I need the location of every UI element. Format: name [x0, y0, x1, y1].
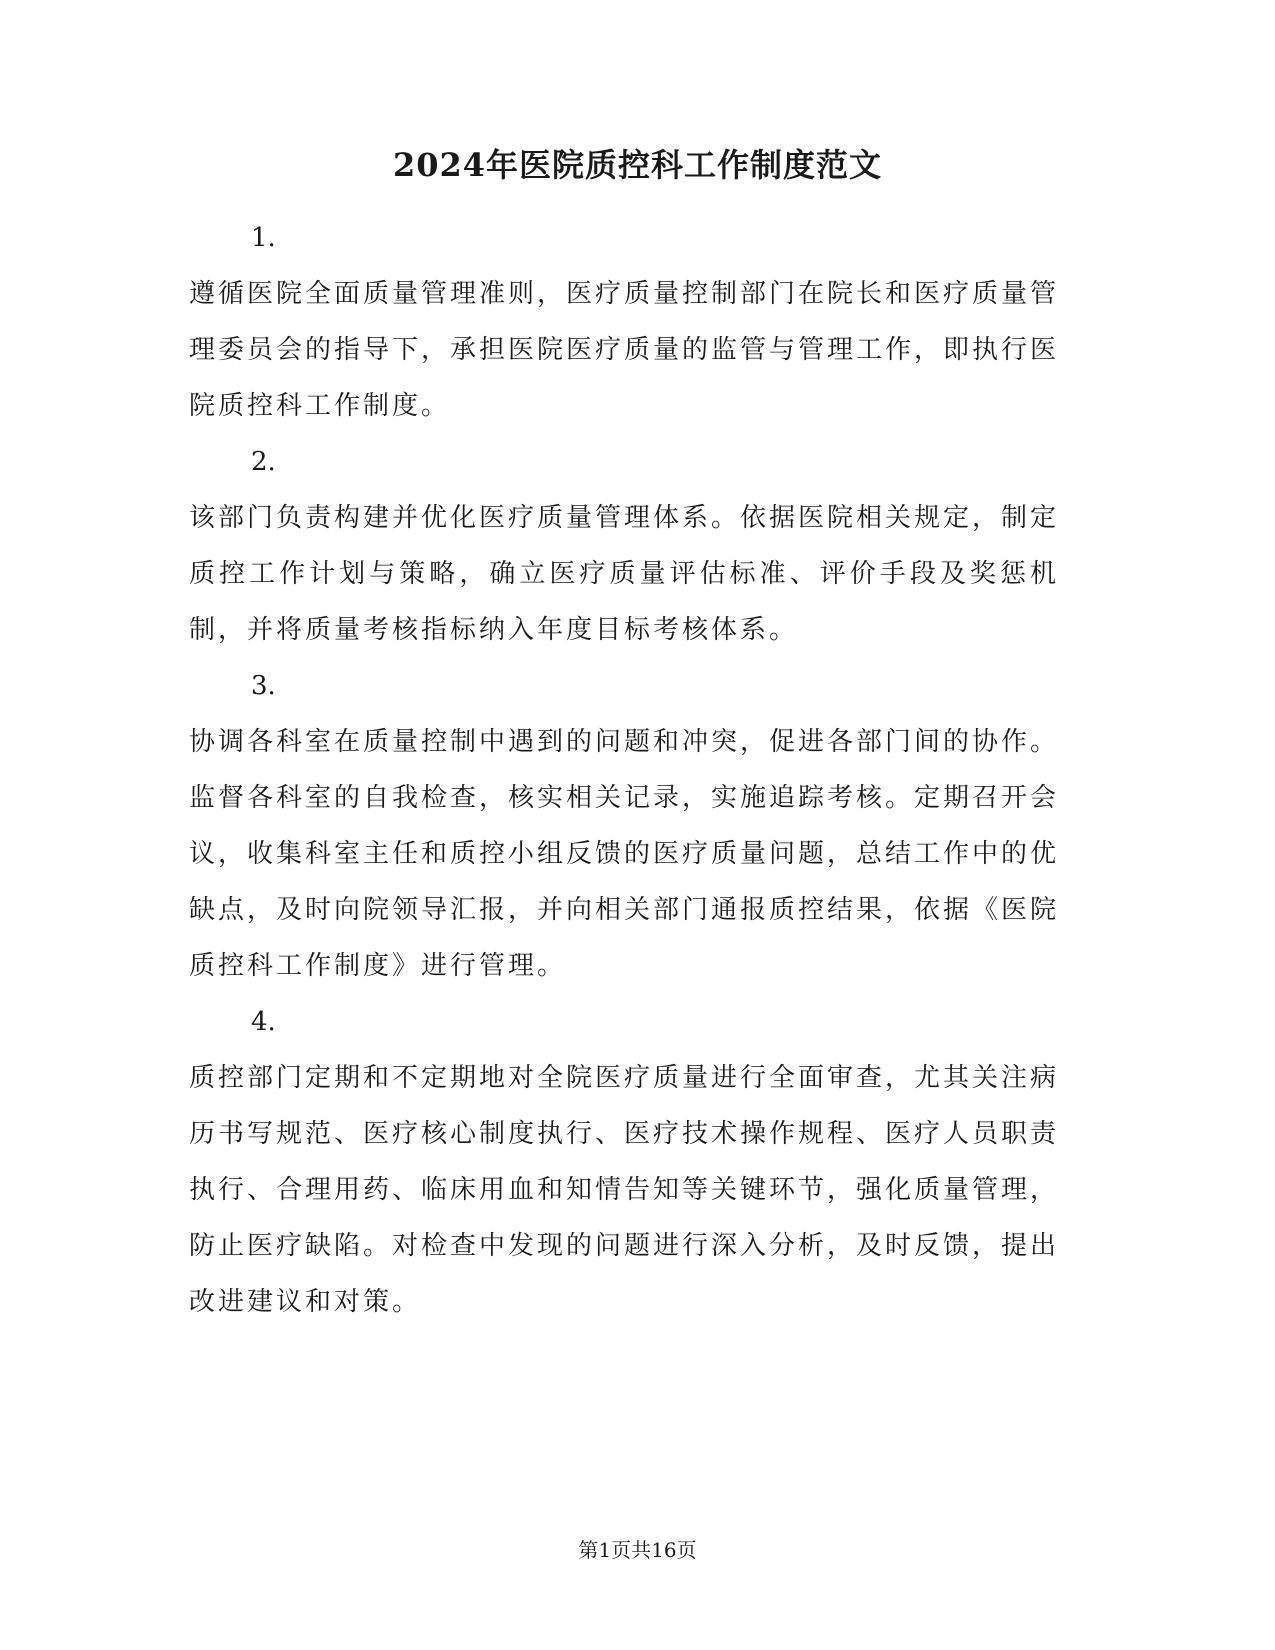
section-number: 1.	[251, 223, 276, 253]
section-text: 协调各科室在质量控制中遇到的问题和冲突，促进各部门间的协作。监督各科室的自我检查，核实相关记录，实施追踪考核。定期召开会议，收集科室主任和质控小组反馈的医疗质量问题，总结工作中的优缺点，及时向院领导汇报，并向相关部门通报质控结果，依据《医院质控科工作制度》进行管理。	[189, 727, 1060, 981]
document-body	[189, 210, 1059, 1330]
section-3	[189, 658, 1059, 994]
section-number: 4.	[251, 1007, 276, 1037]
section-1	[189, 210, 1059, 434]
section-text: 质控部门定期和不定期地对全院医疗质量进行全面审查，尤其关注病历书写规范、医疗核心制度执行、医疗技术操作规程、医疗人员职责执行、合理用药、临床用血和知情告知等关键环节，强化质量管理，防止医疗缺陷。对检查中发现的问题进行深入分析，及时反馈，提出改进建议和对策。	[189, 1063, 1060, 1317]
document-title: 2024年医院质控科工作制度范文	[392, 146, 883, 184]
section-2	[189, 434, 1059, 658]
page-footer: 第1页共16页	[578, 1538, 697, 1562]
section-4	[189, 994, 1059, 1330]
section-text: 遵循医院全面质量管理准则，医疗质量控制部门在院长和医疗质量管理委员会的指导下，承担医院医疗质量的监管与管理工作，即执行医院质控科工作制度。	[189, 279, 1060, 421]
section-number: 3.	[251, 671, 276, 701]
section-number: 2.	[251, 447, 276, 477]
section-text: 该部门负责构建并优化医疗质量管理体系。依据医院相关规定，制定质控工作计划与策略，确立医疗质量评估标准、评价手段及奖惩机制，并将质量考核指标纳入年度目标考核体系。	[189, 503, 1060, 645]
